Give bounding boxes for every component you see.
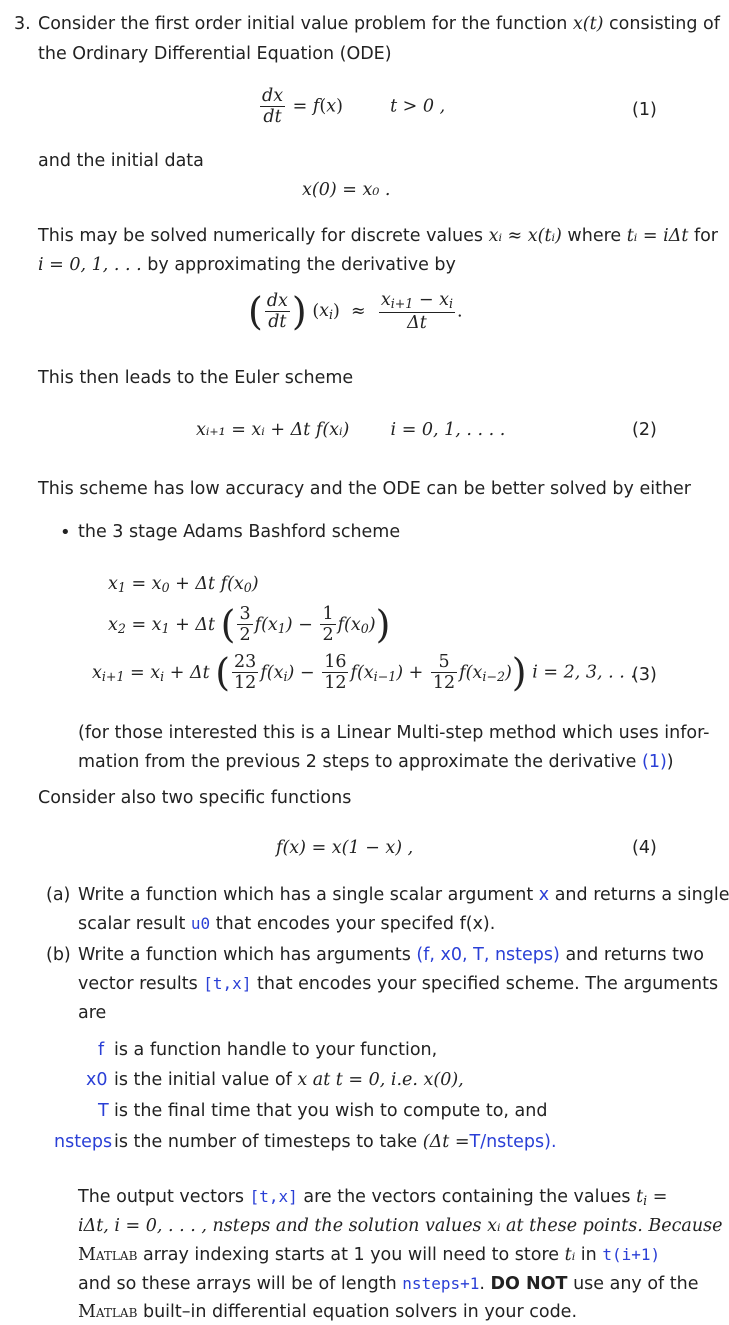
- ab-step-1: $x_1 = x_0 + \Delta t$ $f(x_0)$: [108, 574, 259, 596]
- low-accuracy-text: This scheme has low accuracy and the ODE can be better solved by either: [38, 479, 692, 499]
- numerical-line-1: This may be solved numerically for discrete values xᵢ ≈ x(tᵢ) where tᵢ = iΔt for: [38, 226, 718, 246]
- part-b-label: (b): [46, 945, 71, 965]
- initial-data-text: and the initial data: [38, 151, 204, 171]
- output-line-2: iΔt, i = 0, . . . , nsteps and the solution values xᵢ at these points. Because: [78, 1216, 723, 1236]
- arg-T-name: T: [98, 1101, 109, 1121]
- consider-also-text: Consider also two specific functions: [38, 788, 352, 808]
- ab-step-general: $x_{i+1} = x_i + \Delta t$ ( $\frac{23}{12}$ $f(x_i)$ − $\frac{16}{12}$ $f(x_{i-1})$ + $\frac{5}{12}$ $f(x_{i-2})$) i = 2, 3, . . .: [92, 650, 636, 695]
- arg-nsteps-name: nsteps: [54, 1132, 113, 1152]
- arg-nsteps-desc: is the number of timesteps to take (Δt =T/nsteps).: [114, 1132, 557, 1152]
- equation-1-link[interactable]: (1): [642, 752, 667, 772]
- equation-4: f(x) = x(1 − x) ,: [276, 838, 414, 858]
- part-a-line-2: scalar result u0 that encodes your specifed f(x).: [78, 914, 496, 934]
- bullet-icon: •: [60, 522, 71, 543]
- lmm-note-line-2: mation from the previous 2 steps to approximate the derivative (1)): [78, 752, 674, 772]
- equation-2: xᵢ₊₁ = xᵢ + Δt f(xᵢ) i = 0, 1, . . . .: [196, 420, 506, 440]
- intro-line-2: the Ordinary Differential Equation (ODE): [38, 44, 392, 64]
- arg-f-desc: is a function handle to your function,: [114, 1040, 438, 1060]
- part-a-line-1: Write a function which has a single scalar argument x and returns a single: [78, 885, 729, 905]
- intro-line-1: Consider the first order initial value problem for the function x(t) consisting of: [38, 14, 720, 34]
- equation-4-number: (4): [632, 838, 657, 858]
- part-a-label: (a): [46, 885, 71, 905]
- equation-1: $\frac{dx}{dt}$ = f(x) t > 0 ,: [262, 86, 446, 128]
- numerical-line-2: i = 0, 1, . . . by approximating the derivative by: [38, 255, 456, 275]
- equation-2-number: (2): [632, 420, 657, 440]
- equation-1-number: (1): [632, 100, 657, 120]
- equation-3-number: (3): [632, 665, 657, 685]
- problem-number: 3.: [14, 14, 31, 34]
- arg-x0-name: x0: [86, 1070, 108, 1090]
- arg-f-name: f: [98, 1040, 105, 1060]
- part-b-line-1: Write a function which has arguments (f, x0, T, nsteps) and returns two: [78, 945, 704, 965]
- output-line-3: Matlab array indexing starts at 1 you will need to store tᵢ in t(i+1): [78, 1245, 661, 1265]
- initial-data-equation: x(0) = x₀ .: [302, 180, 391, 200]
- arg-T-desc: is the final time that you wish to compute to, and: [114, 1101, 548, 1121]
- lmm-note-line-1: (for those interested this is a Linear Multi-step method which uses infor-: [78, 723, 710, 743]
- ab-step-2: $x_2 = x_1 + \Delta t$ ( $\frac{3}{2}$ $f(x_1)$ − $\frac{1}{2}$ $f(x_0)$): [108, 602, 391, 647]
- output-line-1: The output vectors [t,x] are the vectors containing the values $t_i$ =: [78, 1187, 668, 1209]
- derivative-approximation: ( $\frac{dx}{dt}$ ) $(x_i)$ ≈ $\frac{x_{i+1} - x_i}{\Delta t}$ .: [248, 289, 463, 334]
- output-line-4: and so these arrays will be of length nsteps+1. DO NOT use any of the: [78, 1274, 699, 1294]
- part-b-line-2: vector results [t,x] that encodes your specified scheme. The arguments: [78, 974, 719, 994]
- bullet-text: the 3 stage Adams Bashford scheme: [78, 522, 401, 542]
- output-line-5: Matlab built–in differential equation solvers in your code.: [78, 1302, 578, 1322]
- arg-x0-desc: is the initial value of x at t = 0, i.e. x(0),: [114, 1070, 464, 1090]
- part-b-line-3: are: [78, 1003, 107, 1023]
- euler-text: This then leads to the Euler scheme: [38, 368, 354, 388]
